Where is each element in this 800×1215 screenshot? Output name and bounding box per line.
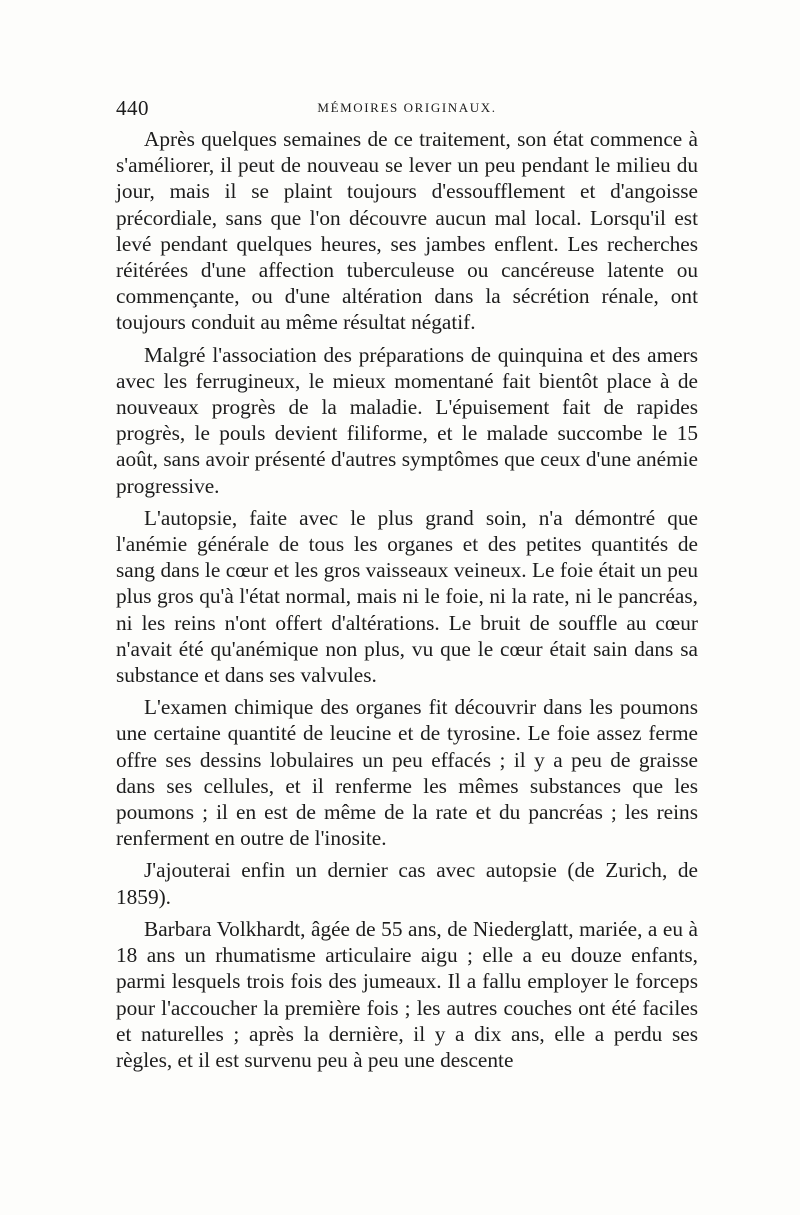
page-number: 440 (116, 96, 149, 120)
paragraph: Après quelques semaines de ce traitement, son état commence à s'améliorer, il peut de nouveau se lever un peu pendant le milieu du jour, mais il se plaint toujours d'essoufflement et d'angoisse précordiale, sans que l'on découvre aucun mal local. Lorsqu'il est levé pendant quelques heures, ses jambes enflent. Les recherches réitérées d'une affection tuberculeuse ou cancéreuse latente ou commençante, ou d'une altération dans la sécrétion rénale, ont toujours conduit au même résultat négatif. (116, 127, 698, 335)
paragraph: Malgré l'association des préparations de quinquina et des amers avec les ferrugineux, le mieux momentané fait bientôt place à de nouveaux progrès de la maladie. L'épuisement fait de rapides progrès, le pouls devient filiforme, et le malade succombe le 15 août, sans avoir présenté d'autres symptômes que ceux d'une anémie progressive. (116, 342, 698, 498)
body-text (116, 126, 698, 1073)
running-title: MÉMOIRES ORIGINAUX. (317, 100, 497, 115)
paragraph: L'autopsie, faite avec le plus grand soin, n'a démontré que l'anémie générale de tous les organes et des petites quantités de sang dans le cœur et les gros vaisseaux veineux. Le foie était un peu plus gros qu'à l'état normal, mais ni le foie, ni la rate, ni le pancréas, ni les reins n'ont offert d'altérations. Le bruit de souffle au cœur n'avait été qu'anémique non plus, vu que le cœur était sain dans sa substance et dans ses valvules. (116, 505, 698, 688)
paragraph: Barbara Volkhardt, âgée de 55 ans, de Niederglatt, mariée, a eu à 18 ans un rhumatisme articulaire aigu ; elle a eu douze enfants, parmi lesquels trois fois des jumeaux. Il a fallu employer le forceps pour l'accoucher la première fois ; les autres couches ont été faciles et naturelles ; après la dernière, il y a dix ans, elle a perdu ses règles, et il est survenu peu à peu une descente (116, 916, 698, 1072)
running-head (116, 96, 698, 124)
book-page (116, 96, 698, 1079)
paragraph: J'ajouterai enfin un dernier cas avec autopsie (de Zurich, de 1859). (116, 858, 698, 909)
paragraph: L'examen chimique des organes fit découvrir dans les poumons une certaine quantité de leucine et de tyrosine. Le foie assez ferme offre ses dessins lobulaires un peu effacés ; il y a peu de graisse dans ses cellules, et il renferme les mêmes substances que les poumons ; il en est de même de la rate et du pancréas ; les reins renferment en outre de l'inosite. (116, 695, 698, 851)
